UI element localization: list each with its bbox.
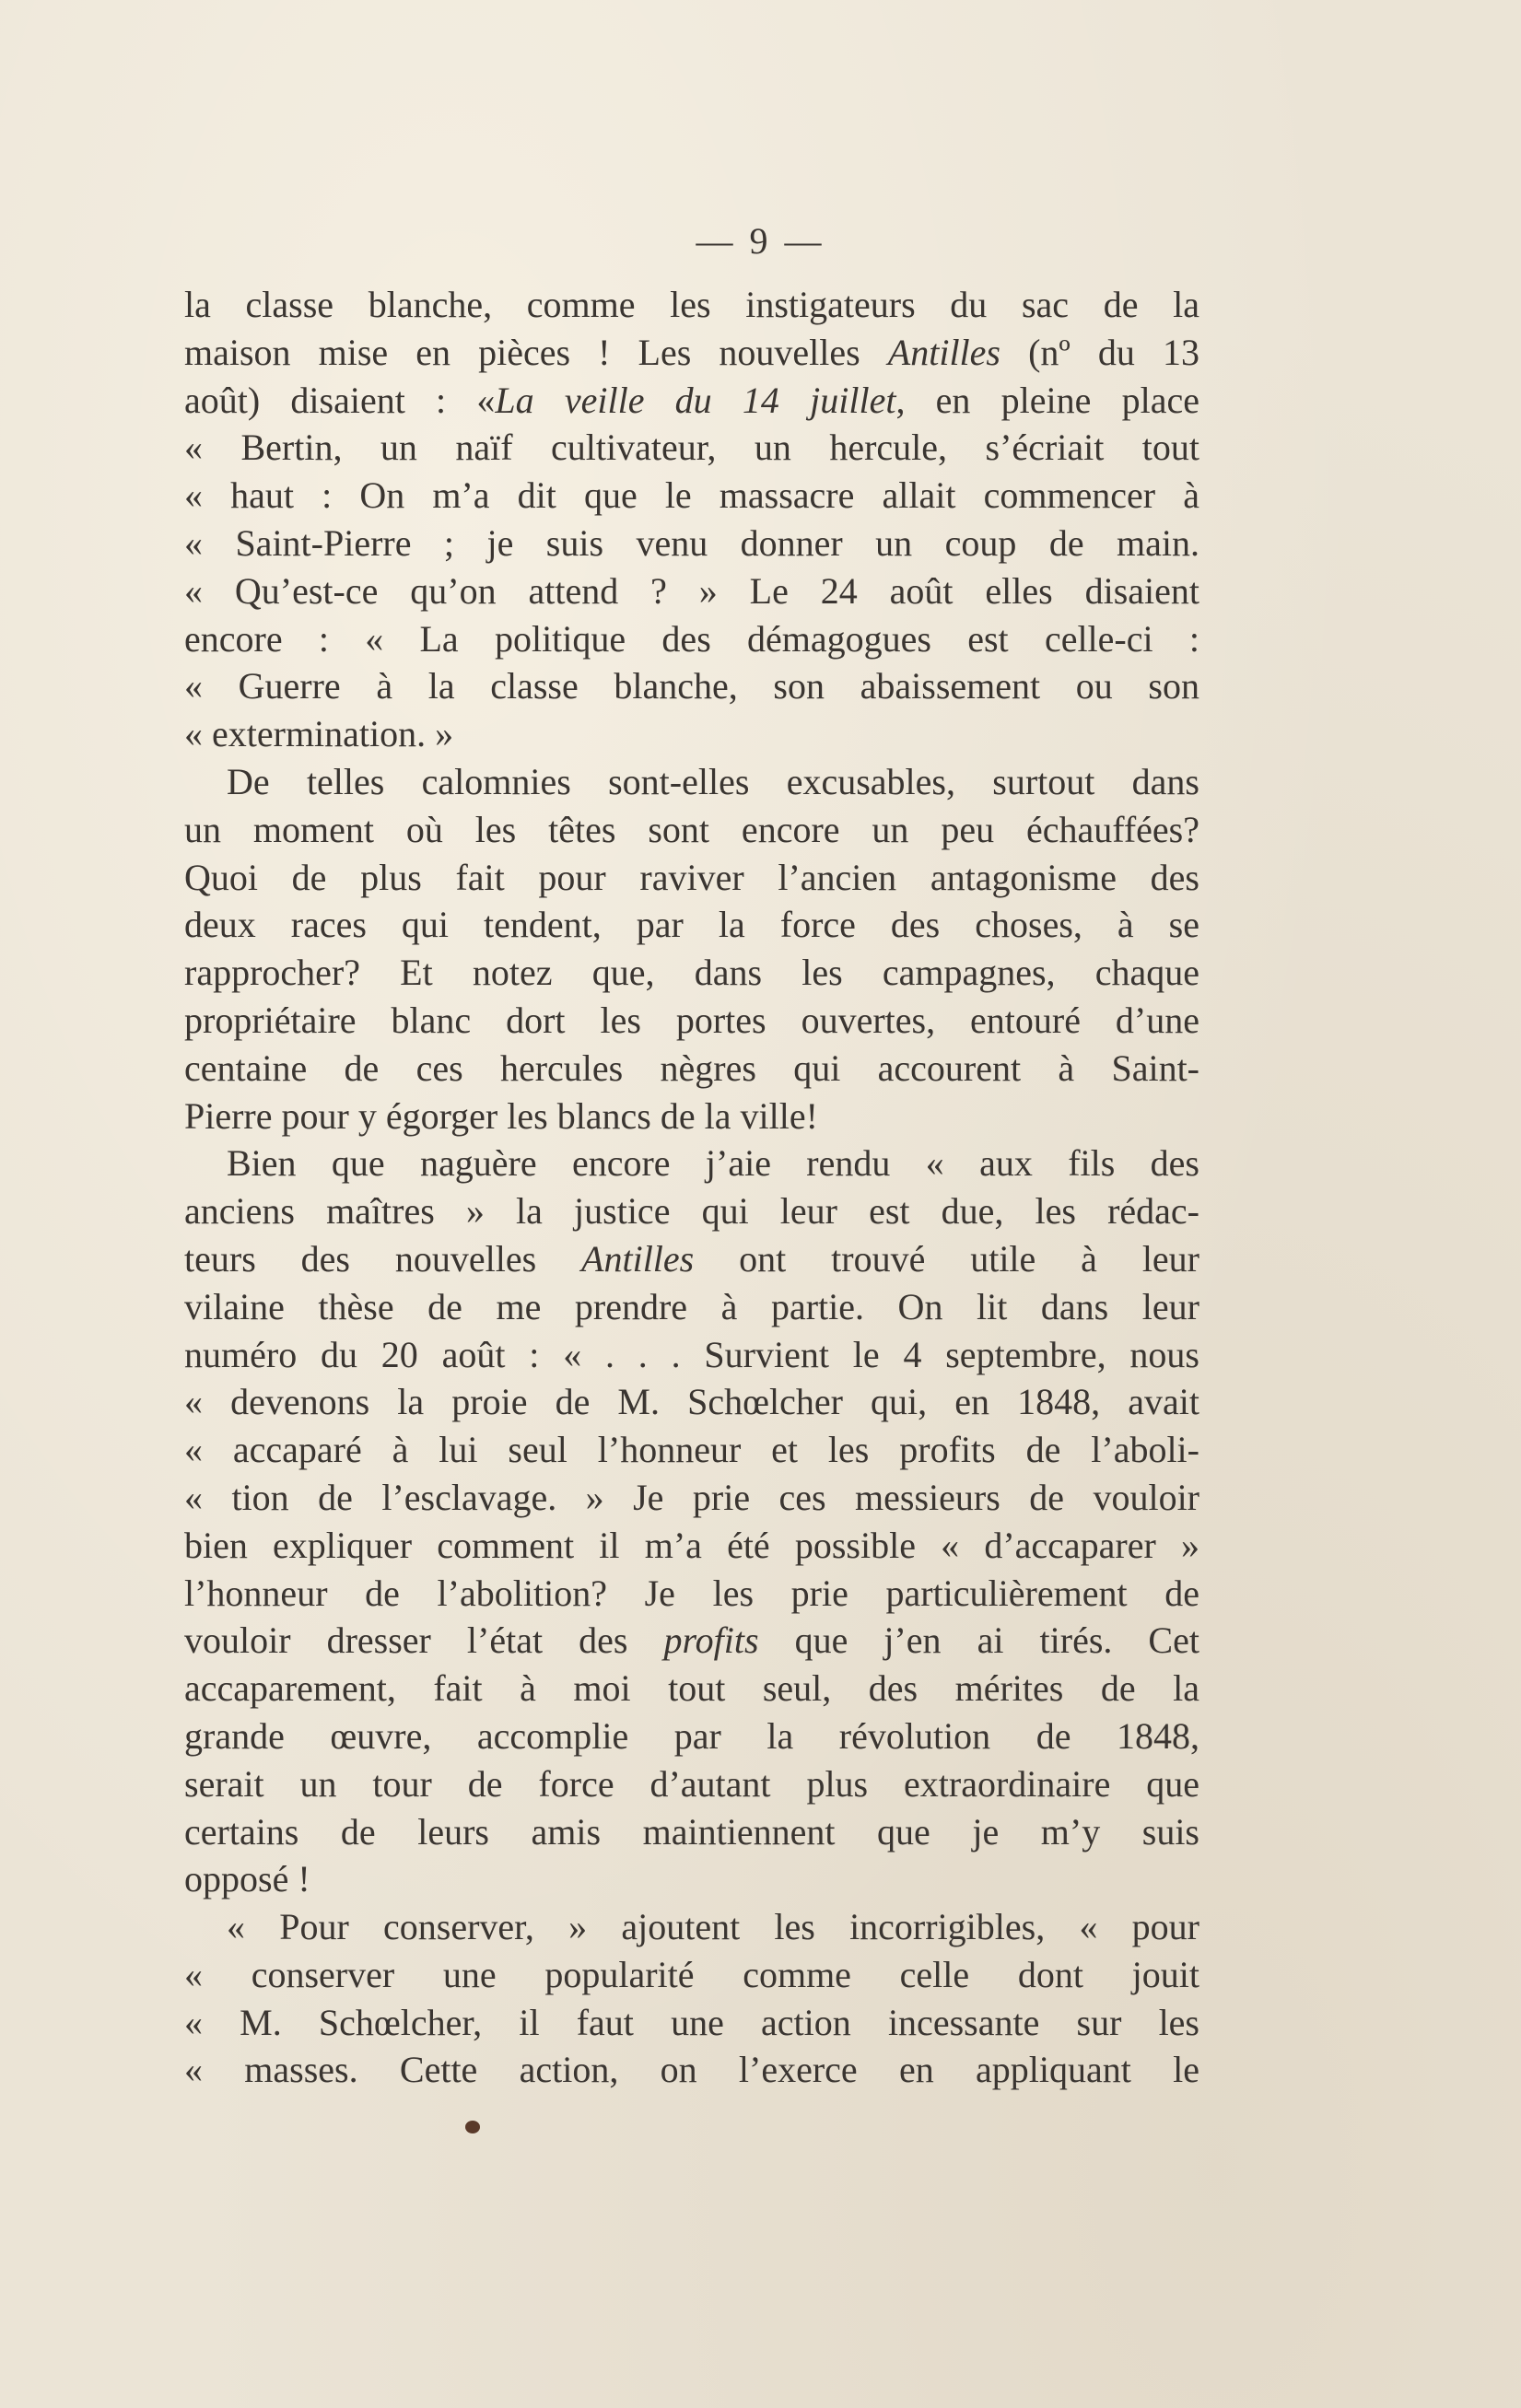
text-segment: « masses. Cette action, on l’exerce en appliquant le bbox=[184, 2049, 1199, 2091]
text-line bbox=[184, 1855, 1199, 1903]
text-segment: serait un tour de force d’autant plus extraordinaire que bbox=[184, 1762, 1199, 1805]
text-segment: « devenons la proie de M. Schœlcher qui, en 1848, avait bbox=[184, 1381, 1199, 1423]
text-segment: opposé ! bbox=[184, 1858, 310, 1900]
italic-text: Antilles bbox=[887, 331, 1000, 373]
text-line bbox=[184, 1522, 1199, 1570]
text-segment: maison mise en pièces ! Les nouvelles bbox=[184, 331, 888, 373]
text-segment: « conserver une popularité comme celle dont jouit bbox=[184, 1953, 1199, 1995]
body-text bbox=[184, 281, 1199, 2094]
text-segment: « extermination. » bbox=[184, 713, 454, 755]
text-line bbox=[184, 520, 1199, 567]
text-segment: l’honneur de l’abolition? Je les prie particulièrement de bbox=[184, 1572, 1199, 1614]
text-segment: un moment où les têtes sont encore un peu échauffées? bbox=[184, 808, 1199, 850]
text-segment: « Qu’est-ce qu’on attend ? » Le 24 août elles disaient bbox=[184, 569, 1199, 612]
text-line bbox=[184, 1570, 1199, 1618]
text-segment: vouloir dresser l’état des bbox=[184, 1619, 664, 1662]
text-line bbox=[184, 1331, 1199, 1379]
text-line bbox=[184, 1808, 1199, 1856]
text-segment: « Bertin, un naïf cultivateur, un hercule, s’écriait tout bbox=[184, 427, 1199, 469]
text-segment: certains de leurs amis maintiennent que je m’y suis bbox=[184, 1810, 1199, 1853]
text-line bbox=[184, 997, 1199, 1045]
text-line bbox=[184, 1093, 1199, 1140]
text-line bbox=[184, 1045, 1199, 1093]
text-segment: encore : « La politique des démagogues est celle-ci : bbox=[184, 617, 1199, 660]
text-segment: août) disaient : « bbox=[184, 379, 496, 421]
text-segment: la classe blanche, comme les instigateurs du sac de la bbox=[184, 284, 1199, 325]
text-segment: « Pour conserver, » ajoutent les incorrigibles, « pour bbox=[227, 1906, 1199, 1948]
text-line bbox=[184, 472, 1199, 520]
text-line bbox=[184, 710, 1199, 758]
text-line bbox=[184, 1283, 1199, 1331]
text-line bbox=[184, 1140, 1199, 1187]
text-line bbox=[184, 1474, 1199, 1522]
text-segment: accaparement, fait à moi tout seul, des mérites de la bbox=[184, 1667, 1199, 1710]
text-line bbox=[184, 1235, 1199, 1283]
text-line bbox=[184, 1999, 1199, 2047]
text-line bbox=[184, 854, 1199, 902]
text-segment: Pierre pour y égorger les blancs de la ville! bbox=[184, 1094, 818, 1137]
text-segment: deux races qui tendent, par la force des choses, à se bbox=[184, 904, 1199, 946]
text-segment: vilaine thèse de me prendre à partie. On lit dans leur bbox=[184, 1285, 1199, 1327]
text-line bbox=[184, 615, 1199, 663]
text-line bbox=[184, 424, 1199, 472]
text-line bbox=[184, 758, 1199, 806]
text-line bbox=[184, 901, 1199, 949]
text-segment: De telles calomnies sont-elles excusables, surtout dans bbox=[227, 760, 1199, 802]
text-line bbox=[184, 329, 1199, 377]
text-segment: Bien que naguère encore j’aie rendu « aux fils des bbox=[227, 1142, 1199, 1185]
text-segment: « haut : On m’a dit que le massacre allait commencer à bbox=[184, 474, 1199, 517]
text-segment: grande œuvre, accomplie par la révolution de 1848, bbox=[184, 1714, 1199, 1757]
text-line bbox=[184, 281, 1199, 329]
text-segment: anciens maîtres » la justice qui leur est due, les rédac- bbox=[184, 1190, 1199, 1233]
text-segment: numéro du 20 août : « . . . Survient le 4 septembre, nous bbox=[184, 1333, 1199, 1375]
text-line bbox=[184, 662, 1199, 710]
text-line bbox=[184, 2046, 1199, 2094]
text-line bbox=[184, 1760, 1199, 1808]
text-segment: « tion de l’esclavage. » Je prie ces messieurs de vouloir bbox=[184, 1476, 1199, 1518]
italic-text: Antilles bbox=[581, 1237, 695, 1280]
text-segment: « accaparé à lui seul l’honneur et les profits de l’aboli- bbox=[184, 1429, 1199, 1471]
text-line bbox=[184, 949, 1199, 997]
page-number: — 9 — bbox=[696, 220, 825, 262]
text-line bbox=[184, 1903, 1199, 1951]
text-line bbox=[184, 377, 1199, 425]
text-segment: rapprocher? Et notez que, dans les campagnes, chaque bbox=[184, 952, 1199, 994]
text-line bbox=[184, 1951, 1199, 1999]
text-segment: teurs des nouvelles bbox=[184, 1237, 582, 1280]
text-segment: « Guerre à la classe blanche, son abaissement ou son bbox=[184, 665, 1199, 707]
italic-text: La veille du 14 juillet bbox=[495, 379, 896, 421]
text-line bbox=[184, 1617, 1199, 1665]
text-segment: que j’en ai tirés. Cet bbox=[758, 1619, 1199, 1662]
text-segment: Quoi de plus fait pour raviver l’ancien antagonisme des bbox=[184, 856, 1199, 898]
text-segment: bien expliquer comment il m’a été possible « d’accaparer » bbox=[184, 1524, 1199, 1566]
text-segment: « Saint-Pierre ; je suis venu donner un coup de main. bbox=[184, 521, 1199, 564]
text-line bbox=[184, 567, 1199, 615]
text-segment: , en pleine place bbox=[895, 379, 1199, 421]
text-line bbox=[184, 1378, 1199, 1426]
text-segment: centaine de ces hercules nègres qui accourent à Saint- bbox=[184, 1046, 1199, 1089]
text-segment: « M. Schœlcher, il faut une action incessante sur les bbox=[184, 2001, 1199, 2043]
text-segment: (nº du 13 bbox=[1000, 331, 1199, 373]
text-line bbox=[184, 806, 1199, 854]
text-line bbox=[184, 1426, 1199, 1474]
text-line bbox=[184, 1665, 1199, 1712]
text-line bbox=[184, 1712, 1199, 1760]
text-line bbox=[184, 1187, 1199, 1235]
text-segment: propriétaire blanc dort les portes ouvertes, entouré d’une bbox=[184, 999, 1199, 1041]
italic-text: profits bbox=[663, 1619, 759, 1662]
text-segment: ont trouvé utile à leur bbox=[694, 1237, 1199, 1280]
ink-stain bbox=[465, 2121, 480, 2133]
